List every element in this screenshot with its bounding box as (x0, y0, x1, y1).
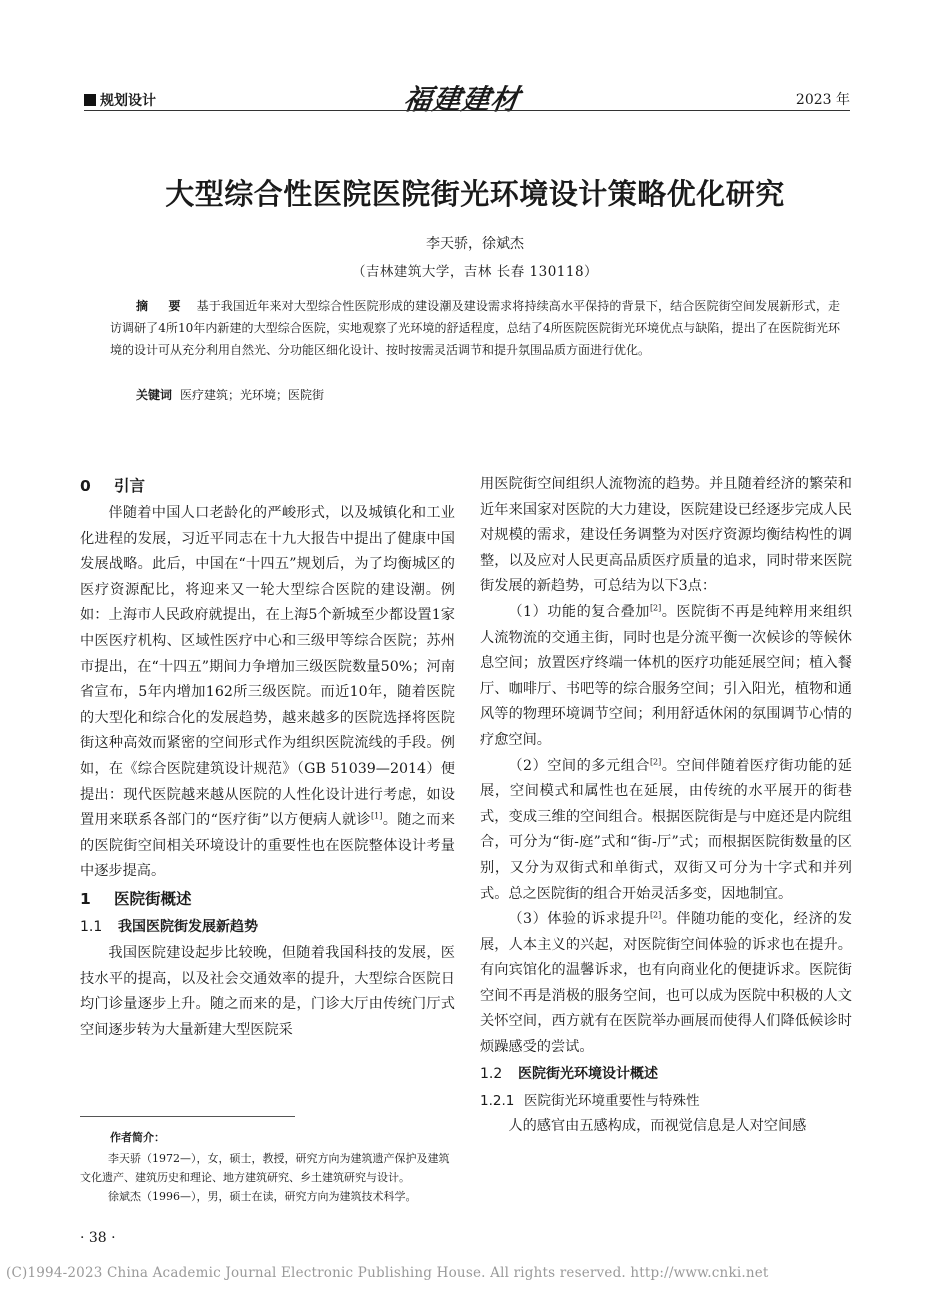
footnote-divider (80, 1116, 295, 1117)
abstract (110, 295, 840, 361)
square-bullet-icon (84, 94, 96, 106)
right-column (480, 472, 852, 1139)
paragraph: 伴随着中国人口老龄化的严峻形式，以及城镇化和工业化进程的发展，习近平同志在十九大报告中提出了健康中国发展战略。此后，中国在“十四五”规划后，为了均衡城区的医疗资源配比，将迎来又一轮大型综合医院的建设潮。例如：上海市人民政府就提出，在上海5个新城至少都设置1家中医医疗机构、区域性医疗中心和三级甲等综合医院；苏州市提出，在“十四五”期间力争增加三级医院数量50%；河南省宣布，5年内增加162所三级医院。而近10年，随着医院的大型化和综合化的发展趋势，越来越多的医院选择将医院街这种高效而紧密的空间形式作为组织医院流线的手段。例如，在《综合医院建筑设计规范》（GB 51039—2014）便提出：现代医院越来越从医院的人性化设计进行考虑，如设置用来联系各部门的“医疗街”以方便病人就诊[1]。随之而来的医院街空间相关环境设计的重要性也在医院整体设计考量中逐步提高。 (80, 505, 455, 880)
paragraph: （2）空间的多元组合[2]。空间伴随着医疗街功能的延展，空间模式和属性也在延展，由传统的水平展开的街巷式，变成三维的空间组合。根据医院街是与中庭还是内院组合，可分为“街-庭”式和“街-厅”式；而根据医院街数量的区别，又分为双街式和单街式，双街又可分为十字式和并列式。总之医院街的组合开始灵活多变，因地制宜。 (480, 756, 852, 902)
paragraph: 用医院街空间组织人流物流的趋势。并且随着经济的繁荣和近年来国家对医院的大力建设，医院建设已经逐步完成人民对规模的需求，建设任务调整为对医疗资源均衡结构性的调整，以及应对人民更高品质医疗质量的追求，同时带来医院街发展的新趋势，可总结为以下3点： (480, 476, 852, 595)
footnote-title: 作者简介： (110, 1131, 165, 1144)
paragraph: （1）功能的复合叠加[2]。医院街不再是纯粹用来组织人流物流的交通主街，同时也是分流平衡一次候诊的等候休息空间；放置医疗终端一体机的医疗功能延展空间；植入餐厅、咖啡厅、书吧等的综合服务空间；引入阳光，植物和通风等的物理环境调节空间；利用舒适休闲的氛围调节心情的疗愈空间。 (480, 603, 852, 748)
section-heading-0: 0 引言 (80, 477, 146, 495)
abstract-label: 摘 要 (136, 299, 189, 313)
section-heading-1-2-1: 1.2.1 医院街光环境重要性与特殊性 (480, 1092, 700, 1109)
left-column (80, 472, 455, 1043)
keywords-text: 医疗建筑；光环境；医院街 (180, 388, 325, 402)
section-label: 规划设计 (84, 90, 156, 110)
section-heading-1-1: 1.1 我国医院街发展新趋势 (80, 918, 258, 935)
header-divider (84, 110, 850, 111)
footnote-author-2: 徐斌杰（1996—），男，硕士在读，研究方向为建筑技术科学。 (108, 1190, 417, 1203)
keywords (136, 386, 324, 403)
citation: [1] (371, 811, 383, 821)
paragraph: 人的感官由五感构成，而视觉信息是人对空间感 (508, 1117, 807, 1134)
paper-authors: 李天骄，徐斌杰 (426, 236, 524, 252)
abstract-text: 基于我国近年来对大型综合性医院形成的建设潮及建设需求将持续高水平保持的背景下，结合医院街空间发展新形式，走访调研了4所10年内新建的大型综合医院，实地观察了光环境的舒适程度，总结了4所医院医院街光环境优点与缺陷，提出了在医院街光环境的设计可从充分利用自然光、分功能区细化设计、按时按需灵活调节和提升氛围品质方面进行优化。 (110, 299, 840, 357)
paper-affiliation: （吉林建筑大学，吉林 长春 130118） (351, 264, 599, 280)
copyright-watermark: (C)1994-2023 China Academic Journal Electronic Publishing House. All rights reserved. http://www.cnki.net (6, 1265, 769, 1281)
paragraph: 我国医院建设起步比较晚，但随着我国科技的发展，医技水平的提高，以及社会交通效率的提升，大型综合医院日均门诊量逐步上升。随之而来的是，门诊大厅由传统门厅式空间逐步转为大量新建大型医院采 (80, 944, 455, 1038)
paragraph: （3）体验的诉求提升[2]。伴随功能的变化，经济的发展，人本主义的兴起，对医院街空间体验的诉求也在提升。有向宾馆化的温馨诉求，也有向商业化的便捷诉求。医院街空间不再是消极的服务空间，也可以成为医院中积极的人文关怀空间，西方就有在医院举办画展而使得人们降低候诊时烦躁感受的尝试。 (480, 910, 852, 1056)
running-header (84, 83, 850, 116)
section-heading-1-2: 1.2 医院街光环境设计概述 (480, 1065, 658, 1082)
citation: [2] (649, 603, 662, 613)
citation: [2] (649, 910, 662, 920)
journal-logo: 福建建材 (401, 83, 523, 116)
page-number: · 38 · (80, 1230, 116, 1246)
keywords-label: 关键词 (136, 388, 173, 402)
section-heading-1: 1 医院街概述 (80, 889, 192, 908)
paper-title: 大型综合性医院医院街光环境设计策略优化研究 (165, 177, 785, 211)
footnote-author-1: 李天骄（1972—），女，硕士，教授，研究方向为建筑遗产保护及建筑文化遗产、建筑历史和理论、地方建筑研究、乡土建筑研究与设计。 (80, 1152, 450, 1184)
header-year: 2023 年 (795, 92, 850, 108)
citation: [2] (649, 756, 662, 766)
